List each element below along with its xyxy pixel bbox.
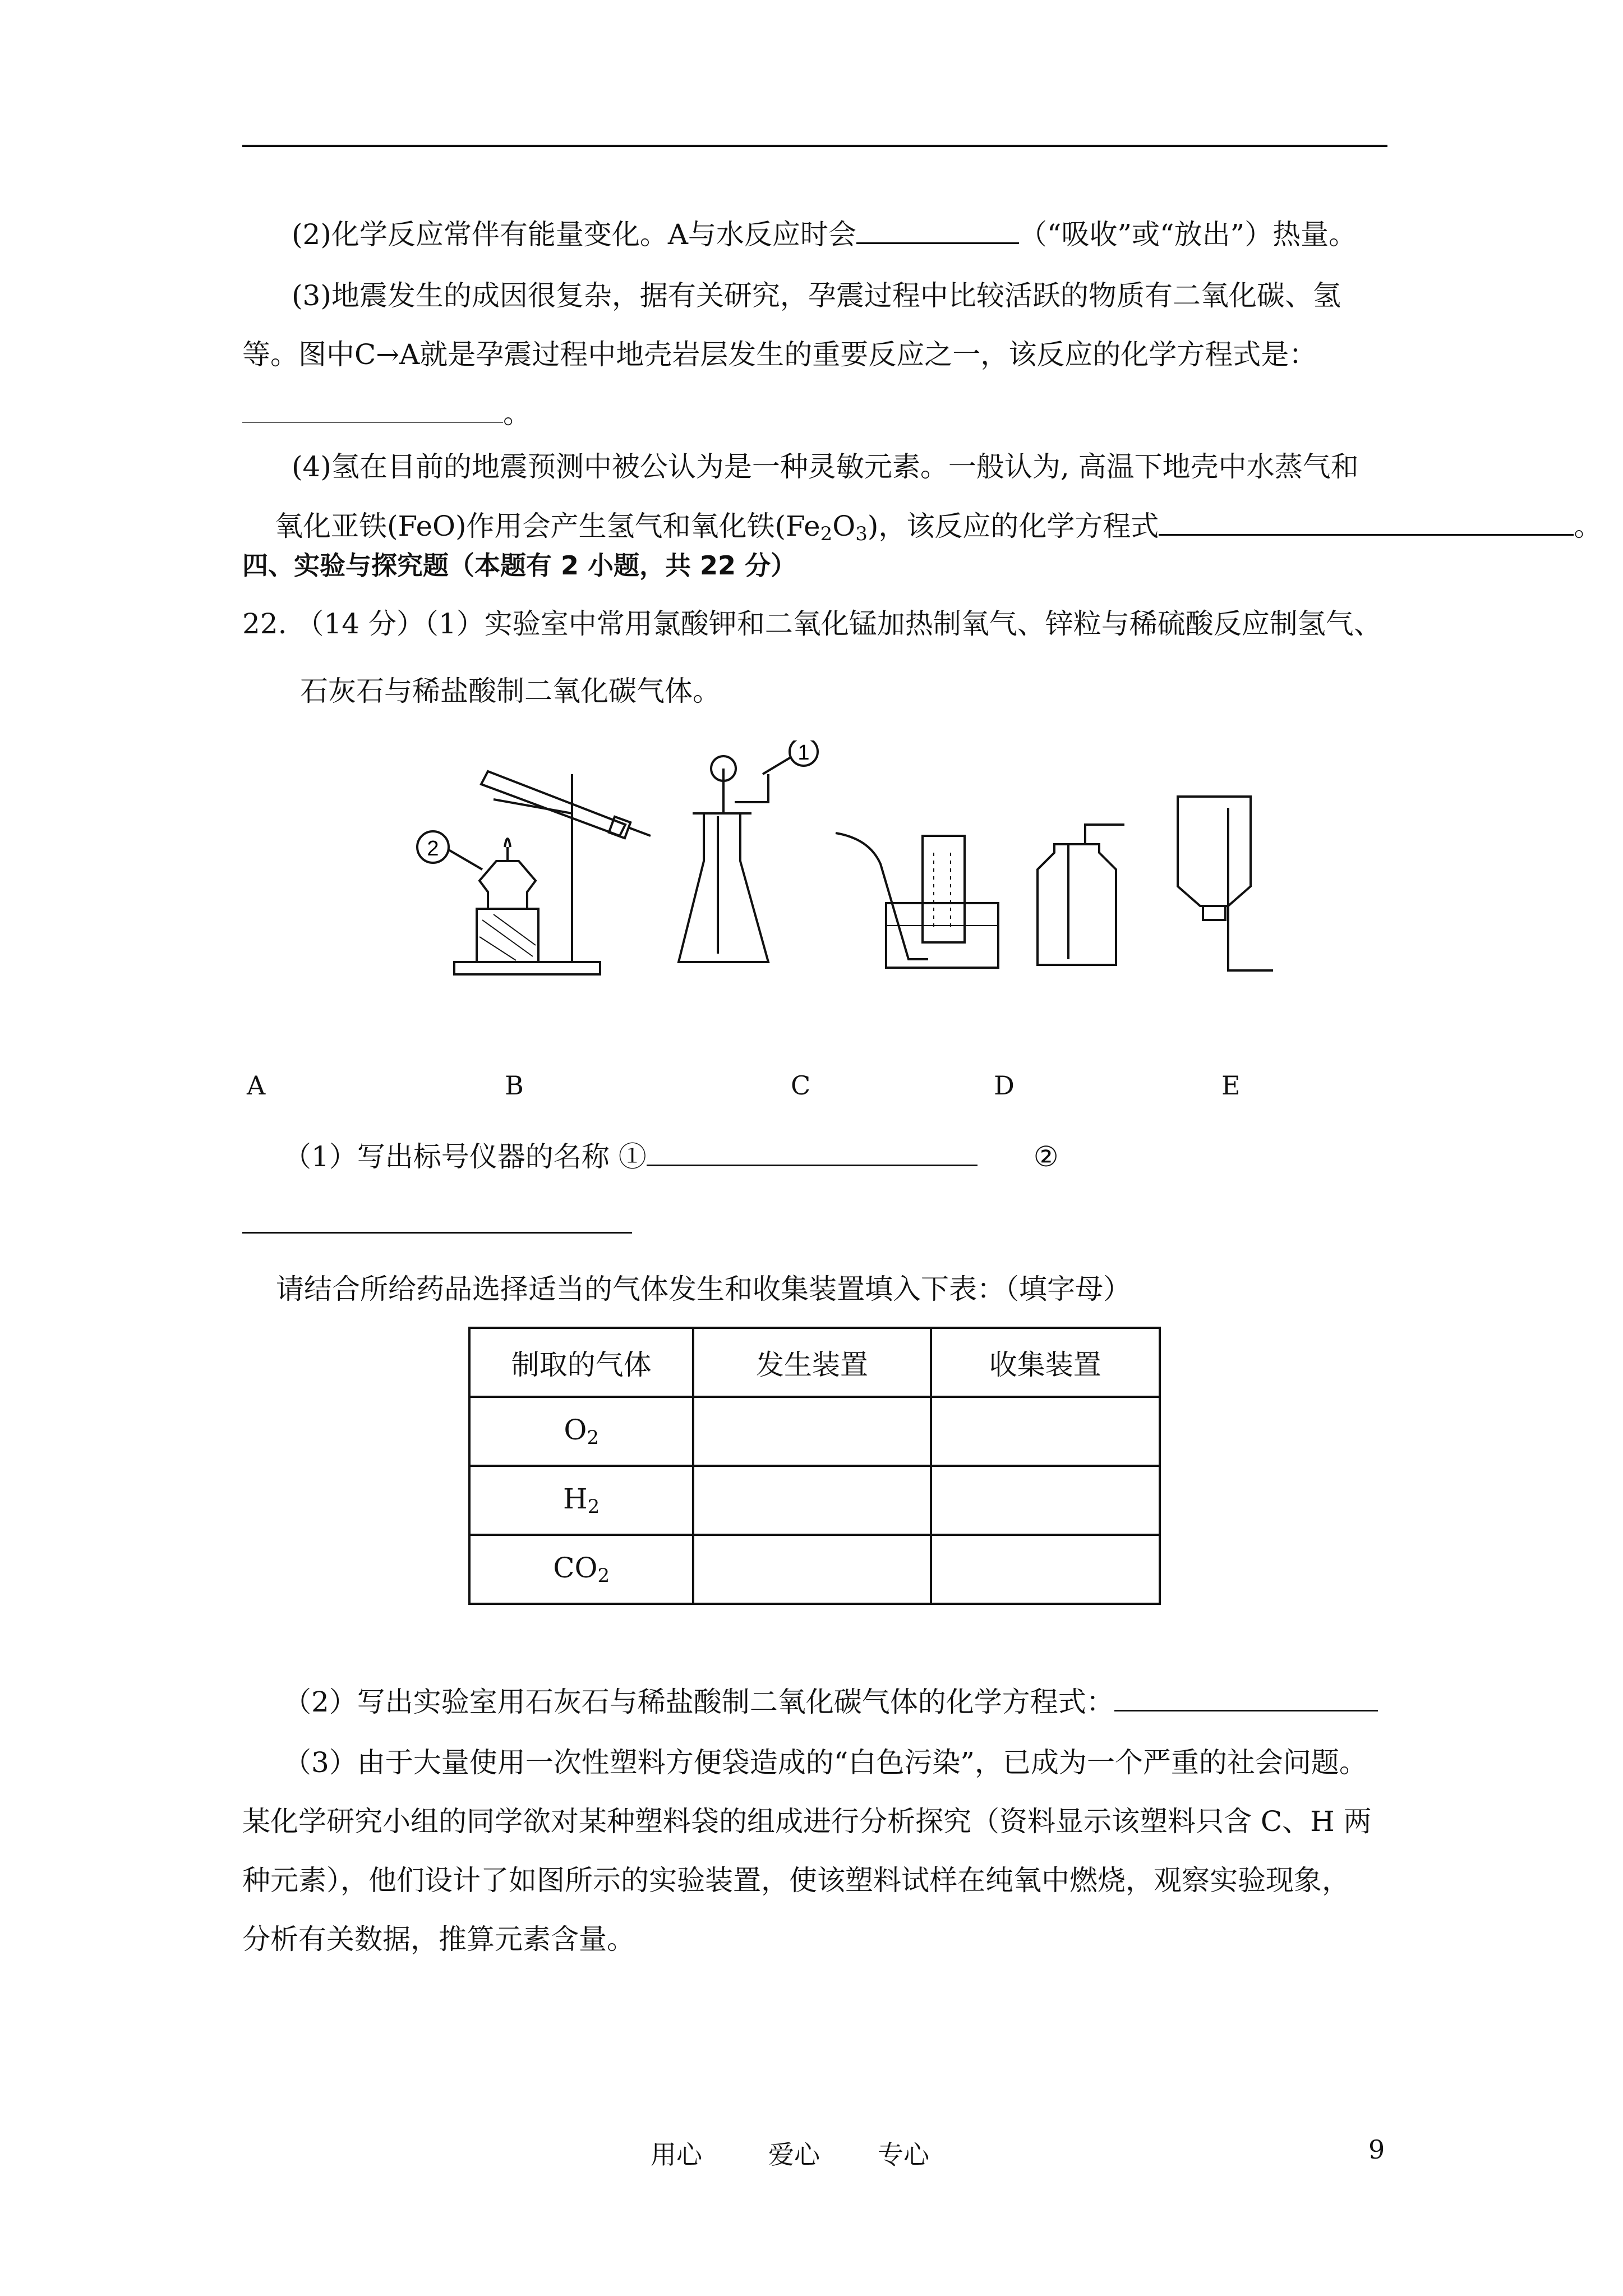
footer-item: 专心 — [878, 2139, 929, 2170]
q21-part3-line1: (3)地震发生的成因很复杂，据有关研究，孕震过程中比较活跃的物质有二氧化碳、氢 — [292, 279, 1341, 312]
gas-table — [468, 1327, 1161, 1605]
collection-apparatus-cell[interactable] — [931, 1466, 1160, 1535]
footer-item: 爱心 — [768, 2139, 820, 2170]
table-intro: 请结合所给药品选择适当的气体发生和收集装置填入下表：（填字母） — [276, 1273, 1131, 1305]
label-d: D — [994, 1070, 1015, 1101]
header-rule — [242, 145, 1387, 147]
q22-sub2: （2）写出实验室用石灰石与稀盐酸制二氧化碳气体的化学方程式： — [283, 1684, 1378, 1720]
generation-apparatus-cell[interactable] — [693, 1535, 930, 1604]
q21-part4-line2: 氧化亚铁(FeO)作用会产生氢气和氧化铁$(Fe_2O_3)$，该反应的化学方程式 。 — [275, 510, 1602, 545]
q22-sub3-line3: 种元素），他们设计了如图所示的实验装置，使该塑料试样在纯氧中燃烧，观察实验现象， — [242, 1864, 1350, 1897]
apparatus-figure — [404, 740, 1279, 987]
answer-blank[interactable] — [856, 220, 1019, 244]
apparatus-b — [679, 740, 818, 962]
q21-part3-answer: 。 — [242, 395, 531, 431]
apparatus-a — [417, 771, 651, 974]
q21-part2: (2)化学反应常伴有能量变化。A与水反应时会 （“吸收”或“放出”）热量。 — [292, 218, 1357, 251]
generation-apparatus-cell[interactable] — [693, 1397, 930, 1466]
q22-sub1-blank2 — [242, 1206, 632, 1242]
footer-item: 用心 — [651, 2139, 702, 2170]
q22-sub3-line2: 某化学研究小组的同学欲对某种塑料袋的组成进行分析探究（资料显示该塑料只含 C、H 两 — [242, 1805, 1372, 1838]
marker-1: 1 — [797, 741, 810, 765]
marker-2: 2 — [427, 837, 439, 861]
answer-blank-2[interactable] — [242, 1209, 632, 1234]
table-row — [469, 1466, 1160, 1535]
table-header: 发生装置 — [693, 1328, 930, 1397]
answer-blank[interactable] — [242, 399, 503, 423]
answer-blank[interactable] — [1159, 512, 1574, 536]
page-number: 9 — [1368, 2134, 1385, 2165]
label-a: A — [247, 1070, 266, 1101]
q22-sub3-line4: 分析有关数据，推算元素含量。 — [242, 1923, 635, 1955]
table-row — [469, 1535, 1160, 1604]
q22-line2: 石灰石与稀盐酸制二氧化碳气体。 — [300, 675, 721, 707]
q21-part3-line2: 等。图中C→A就是孕震过程中地壳岩层发生的重要反应之一，该反应的化学方程式是： — [242, 338, 1317, 371]
collection-apparatus-cell[interactable] — [931, 1397, 1160, 1466]
q21-part4-line1: (4)氢在目前的地震预测中被公认为是一种灵敏元素。一般认为, 高温下地壳中水蒸气和 — [292, 450, 1359, 483]
gas-cell: $CO_2$ — [469, 1535, 693, 1604]
apparatus-c — [836, 833, 998, 968]
apparatus-d — [1038, 825, 1124, 965]
generation-apparatus-cell[interactable] — [693, 1466, 930, 1535]
label-c: C — [791, 1070, 811, 1101]
gas-cell: $H_2$ — [469, 1466, 693, 1535]
q22-sub1: （1）写出标号仪器的名称 ① ② — [283, 1140, 1059, 1173]
label-e: E — [1221, 1070, 1241, 1101]
q22-line1: 22. （14 分）（1）实验室中常用氯酸钾和二氧化锰加热制氧气、锌粒与稀硫酸反应制氢气、 — [242, 608, 1382, 640]
apparatus-e — [1178, 797, 1273, 970]
answer-blank[interactable] — [1114, 1687, 1378, 1711]
q22-sub3-line1: （3）由于大量使用一次性塑料方便袋造成的“白色污染”，已成为一个严重的社会问题。 — [283, 1746, 1367, 1779]
table-header: 收集装置 — [931, 1328, 1160, 1397]
answer-blank-1[interactable] — [647, 1142, 978, 1166]
gas-cell: $O_2$ — [469, 1397, 693, 1466]
table-header-row — [469, 1328, 1160, 1397]
table-header: 制取的气体 — [469, 1328, 693, 1397]
label-b: B — [505, 1070, 524, 1101]
collection-apparatus-cell[interactable] — [931, 1535, 1160, 1604]
section-title: 四、实验与探究题（本题有 2 小题，共 22 分） — [242, 550, 797, 581]
table-row — [469, 1397, 1160, 1466]
